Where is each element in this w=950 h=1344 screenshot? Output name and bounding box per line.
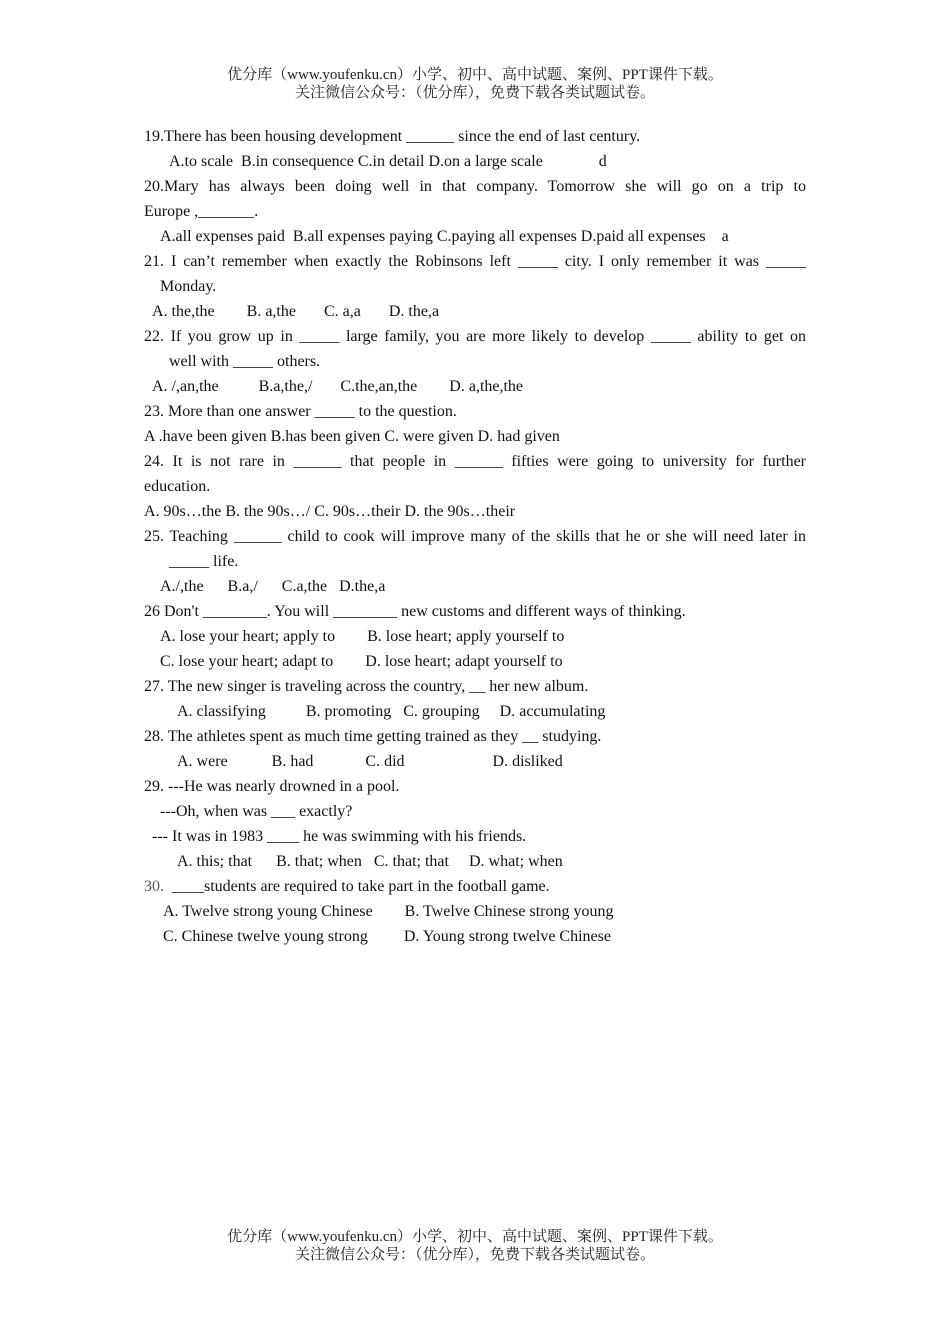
page-header (0, 66, 950, 102)
question-19-options: A.to scale B.in consequence C.in detail D.on a large scale d (169, 153, 607, 170)
question-29-line-2: ---Oh, when was ___ exactly? (160, 803, 353, 820)
question-23-options: A .have been given B.has been given C. were given D. had given (144, 428, 560, 445)
question-24-stem-line-1: 24. It is not rare in ______ that people in ______ fifties were going to university for further (144, 453, 806, 470)
question-24-options: A. 90s…the B. the 90s…/ C. 90s…their D. the 90s…their (144, 503, 516, 520)
question-21-stem-line-1: 21. I can’t remember when exactly the Robinsons left _____ city. I only remember it was _____ (144, 253, 806, 270)
question-21-options: A. the,the B. a,the C. a,a D. the,a (152, 303, 440, 320)
question-23-stem: 23. More than one answer _____ to the question. (144, 403, 457, 420)
question-30-options-row-1: A. Twelve strong young Chinese B. Twelve Chinese strong young (163, 903, 614, 920)
header-line-1: 优分库（www.youfenku.cn）小学、初中、高中试题、案例、PPT课件下载。 (227, 67, 723, 83)
question-26-options-row-1: A. lose your heart; apply to B. lose heart; apply yourself to (160, 628, 565, 645)
question-27-stem: 27. The new singer is traveling across the country, __ her new album. (144, 678, 589, 695)
question-29-options: A. this; that B. that; when C. that; that D. what; when (177, 853, 563, 870)
question-30-options-row-2: C. Chinese twelve young strong D. Young strong twelve Chinese (163, 928, 611, 945)
question-20-options: A.all expenses paid B.all expenses paying C.paying all expenses D.paid all expenses a (160, 228, 729, 245)
question-29-line-3: --- It was in 1983 ____ he was swimming with his friends. (152, 828, 527, 845)
question-20-stem-line-1: 20.Mary has always been doing well in that company. Tomorrow she will go on a trip to (144, 178, 806, 195)
question-30-number: 30. (144, 878, 164, 895)
question-29-line-1: 29. ---He was nearly drowned in a pool. (144, 778, 400, 795)
question-26-options-row-2: C. lose your heart; adapt to D. lose heart; adapt yourself to (160, 653, 563, 670)
question-21-stem-line-2: Monday. (160, 278, 217, 295)
question-25-stem-line-2: _____ life. (169, 553, 239, 570)
footer-line-1: 优分库（www.youfenku.cn）小学、初中、高中试题、案例、PPT课件下载。 (227, 1229, 723, 1245)
question-19-stem: 19.There has been housing development ______ since the end of last century. (144, 128, 641, 145)
question-26-stem: 26 Don't ________. You will ________ new customs and different ways of thinking. (144, 603, 686, 620)
question-22-stem-line-1: 22. If you grow up in _____ large family, you are more likely to develop _____ ability to get on (144, 328, 806, 345)
question-27-options: A. classifying B. promoting C. grouping D. accumulating (177, 703, 606, 720)
question-20-stem-line-2: Europe ,_______. (144, 203, 259, 220)
question-list (144, 124, 806, 949)
question-28-stem: 28. The athletes spent as much time getting trained as they __ studying. (144, 728, 602, 745)
question-30-stem (144, 874, 806, 899)
question-30-text: ____students are required to take part in the football game. (164, 878, 550, 895)
question-22-options: A. /,an,the B.a,the,/ C.the,an,the D. a,the,the (152, 378, 524, 395)
question-22-stem-line-2: well with _____ others. (169, 353, 321, 370)
question-25-options: A./,the B.a,/ C.a,the D.the,a (160, 578, 386, 595)
footer-line-2: 关注微信公众号：（优分库），免费下载各类试题试卷。 (294, 1247, 655, 1263)
question-24-stem-line-2: education. (144, 478, 211, 495)
page-footer (0, 1228, 950, 1264)
header-line-2: 关注微信公众号：（优分库），免费下载各类试题试卷。 (294, 85, 655, 101)
question-28-options: A. were B. had C. did D. disliked (177, 753, 563, 770)
question-25-stem-line-1: 25. Teaching ______ child to cook will improve many of the skills that he or she will need later in (144, 528, 806, 545)
